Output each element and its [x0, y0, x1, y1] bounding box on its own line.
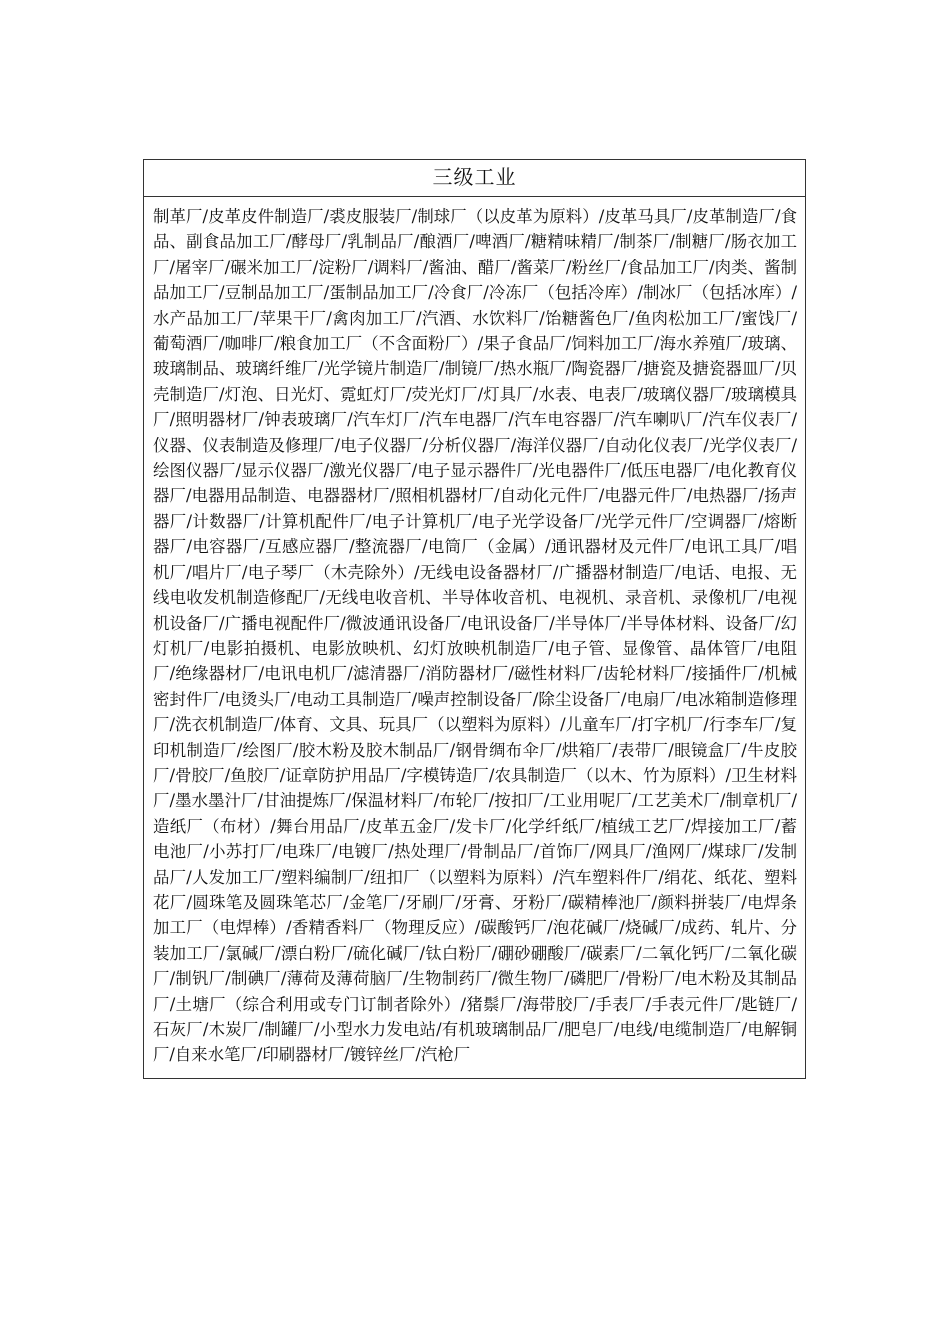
industry-table: [143, 159, 806, 1079]
table-title: 三级工业: [144, 160, 805, 197]
table-content: 制革厂/皮革皮件制造厂/裘皮服装厂/制球厂（以皮革为原料）/皮革马具厂/皮革制造厂/食品、副食品加工厂/酵母厂/乳制品厂/酿酒厂/啤酒厂/糖精味精厂/制茶厂/制糖厂/肠衣加工厂/屠宰厂/碾米加工厂/淀粉厂/调料厂/酱油、醋厂/酱菜厂/粉丝厂/食品加工厂/肉类、酱制品加工厂/豆制品加工厂/蛋制品加工厂/冷食厂/冷冻厂（包括冷库）/制冰厂（包括冰库）/水产品加工厂/苹果干厂/禽肉加工厂/汽酒、水饮料厂/饴糖酱色厂/鱼肉松加工厂/蜜饯厂/葡萄酒厂/咖啡厂/粮食加工厂（不含面粉厂）/果子食品厂/饲料加工厂/海水养殖厂/玻璃、玻璃制品、玻璃纤维厂/光学镜片制造厂/制镜厂/热水瓶厂/陶瓷器厂/搪瓷及搪瓷器皿厂/贝壳制造厂/灯泡、日光灯、霓虹灯厂/荧光灯厂/灯具厂/水表、电表厂/玻璃仪器厂/玻璃模具厂/照明器材厂/钟表玻璃厂/汽车灯厂/汽车电器厂/汽车电容器厂/汽车喇叭厂/汽车仪表厂/仪器、仪表制造及修理厂/电子仪器厂/分析仪器厂/海洋仪器厂/自动化仪表厂/光学仪表厂/绘图仪器厂/显示仪器厂/激光仪器厂/电子显示器件厂/光电器件厂/低压电器厂/电化教育仪器厂/电器用品制造、电器器材厂/照相机器材厂/自动化元件厂/电器元件厂/电热器厂/扬声器厂/计数器厂/计算机配件厂/电子计算机厂/电子光学设备厂/光学元件厂/空调器厂/熔断器厂/电容器厂/互感应器厂/整流器厂/电筒厂（金属）/通讯器材及元件厂/电讯工具厂/唱机厂/唱片厂/电子琴厂（木壳除外）/无线电设备器材厂/广播器材制造厂/电话、电报、无线电收发机制造修配厂/无线电收音机、半导体收音机、电视机、录音机、录像机厂/电视机设备厂/广播电视配件厂/微波通讯设备厂/电讯设备厂/半导体厂/半导体材料、设备厂/幻灯机厂/电影拍摄机、电影放映机、幻灯放映机制造厂/电子管、显像管、晶体管厂/电阻厂/绝缘器材厂/电讯电机厂/滤清器厂/消防器材厂/磁性材料厂/齿轮材料厂/接插件厂/机械密封件厂/电烫头厂/电动工具制造厂/噪声控制设备厂/除尘设备厂/电扇厂/电冰箱制造修理厂/洗衣机制造厂/体育、文具、玩具厂（以塑料为原料）/儿童车厂/打字机厂/行李车厂/复印机制造厂/绘图厂/胶木粉及胶木制品厂/钢骨绸布伞厂/烘箱厂/表带厂/眼镜盒厂/牛皮胶厂/骨胶厂/鱼胶厂/证章防护用品厂/字模铸造厂/农具制造厂（以木、竹为原料）/卫生材料厂/墨水墨汁厂/甘油提炼厂/保温材料厂/布轮厂/按扣厂/工业用呢厂/工艺美术厂/制章机厂/造纸厂（布材）/舞台用品厂/皮革五金厂/发卡厂/化学纤纸厂/植绒工艺厂/焊接加工厂/蓄电池厂/小苏打厂/电珠厂/电镀厂/热处理厂/骨制品厂/首饰厂/网具厂/渔网厂/煤球厂/发制品厂/人发加工厂/塑料编制厂/纽扣厂（以塑料为原料）/汽车塑料件厂/绢花、纸花、塑料花厂/圆珠笔及圆珠笔芯厂/金笔厂/牙刷厂/牙膏、牙粉厂/碳精棒池厂/颜料拼装厂/电焊条加工厂（电焊棒）/香精香料厂（物理反应）/碳酸钙厂/泡花碱厂/烧碱厂/成药、轧片、分装加工厂/氯碱厂/漂白粉厂/硫化碱厂/钛白粉厂/硼砂硼酸厂/碳素厂/二氧化钙厂/二氧化碳厂/制钒厂/制碘厂/薄荷及薄荷脑厂/生物制药厂/微生物厂/磷肥厂/骨粉厂/电木粉及其制品厂/土塘厂（综合利用或专门订制者除外）/猪鬃厂/海带胶厂/手表厂/手表元件厂/匙链厂/石灰厂/木炭厂/制罐厂/小型水力发电站/有机玻璃制品厂/肥皂厂/电线/电缆制造厂/电解铜厂/自来水笔厂/印刷器材厂/镀锌丝厂/汽枪厂: [153, 207, 797, 1065]
